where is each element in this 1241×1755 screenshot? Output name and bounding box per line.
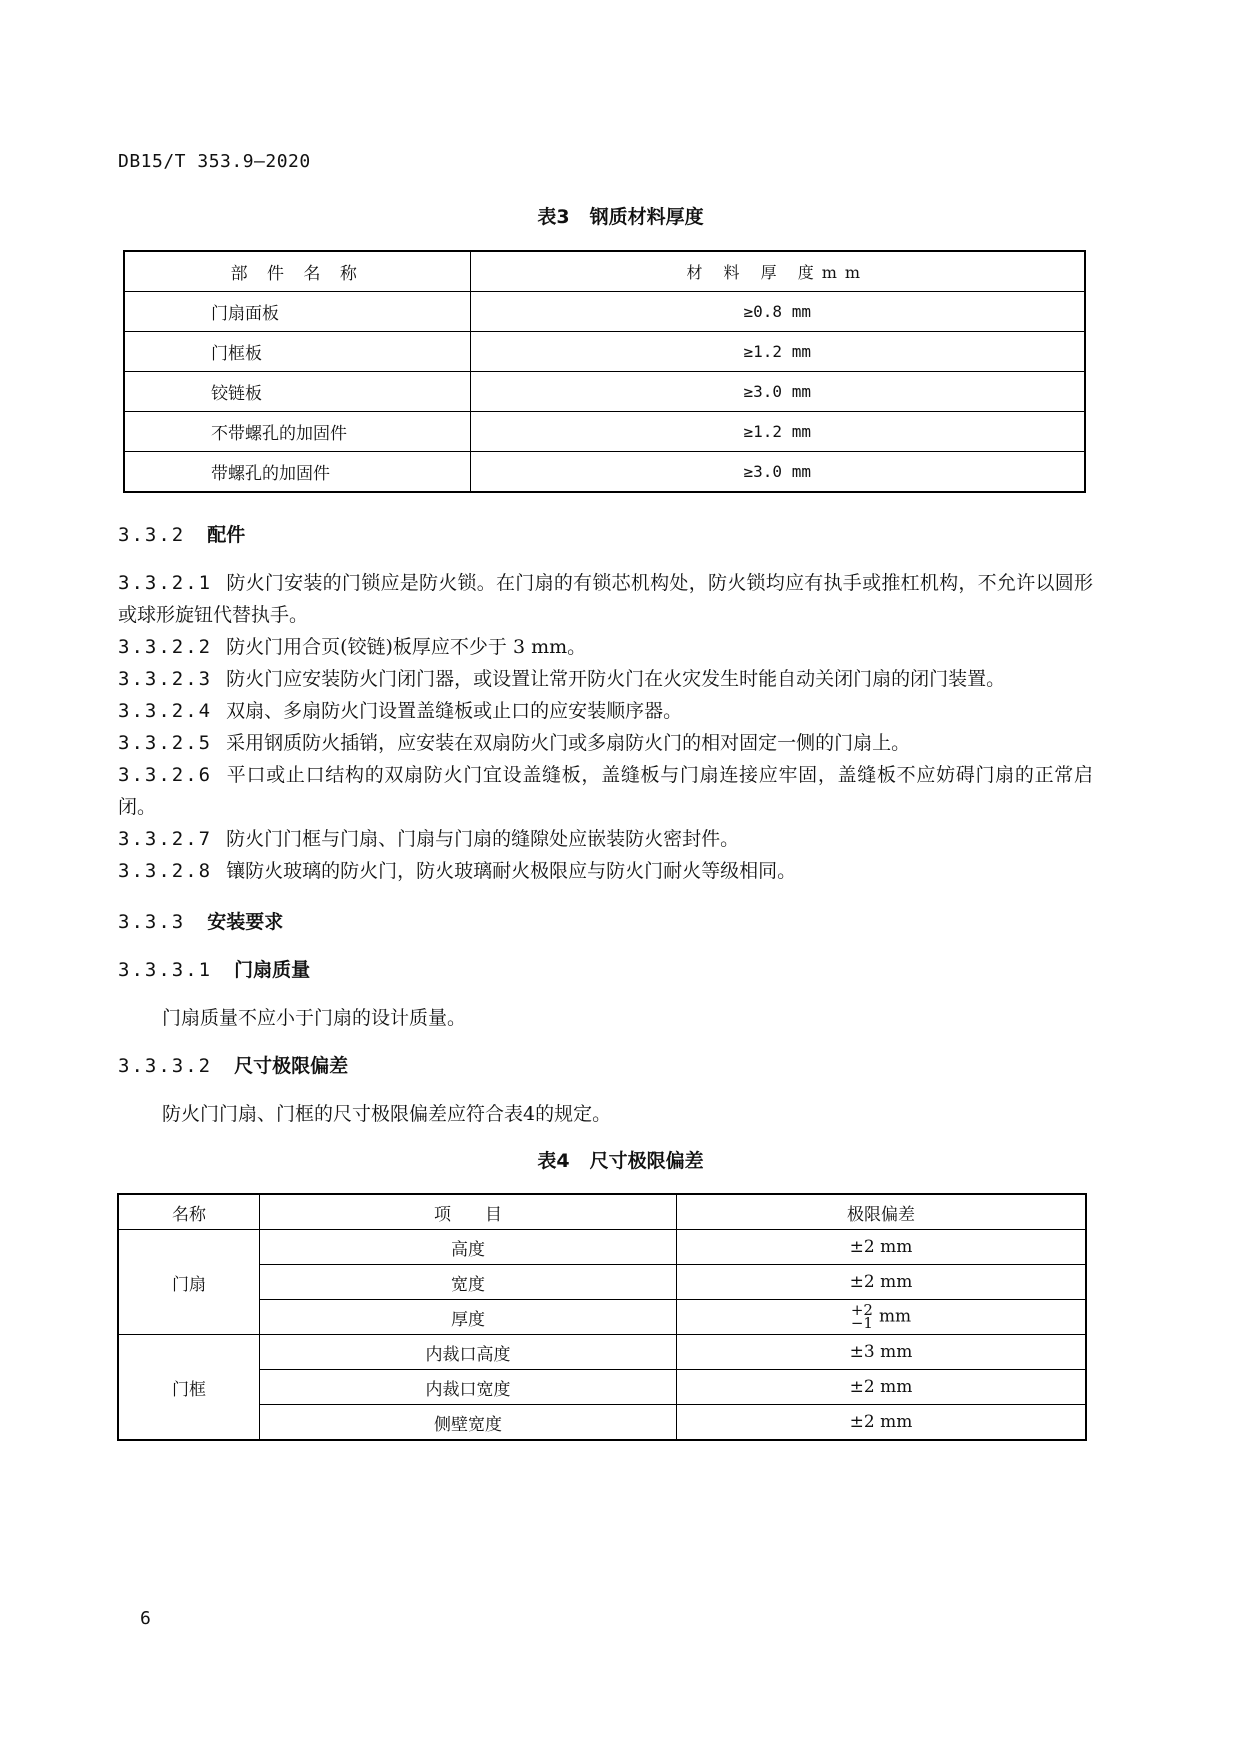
table-row xyxy=(124,412,1085,452)
item-text: 采用钢质防火插销，应安装在双扇防火门或多扇防火门的相对固定一侧的门扇上。 xyxy=(226,732,911,754)
item-number: 3.3.2.8 xyxy=(118,860,213,882)
deviation-value: ±2 mm xyxy=(677,1405,1087,1441)
table-row xyxy=(118,1230,1086,1265)
section-3-3-3-1-heading xyxy=(118,955,310,982)
item-text: 镶防火玻璃的防火门，防火玻璃耐火极限应与防火门耐火等级相同。 xyxy=(226,860,797,882)
item-3-3-2-6 xyxy=(118,759,1093,823)
thickness-value: ≥0.8 mm xyxy=(470,292,1085,332)
section-title: 门扇质量 xyxy=(234,959,311,981)
item-text: 防火门用合页(铰链)板厚应不少于 3 mm。 xyxy=(226,636,587,658)
table-header-row xyxy=(118,1194,1086,1230)
thickness-value: ≥1.2 mm xyxy=(470,412,1085,452)
deviation-value: ±2 mm xyxy=(677,1370,1087,1405)
item-name: 宽度 xyxy=(260,1265,677,1300)
part-name: 门框板 xyxy=(124,332,470,372)
part-name: 带螺孔的加固件 xyxy=(124,452,470,493)
item-number: 3.3.2.2 xyxy=(118,636,213,658)
item-3-3-2-8 xyxy=(118,855,1093,887)
deviation-unit: mm xyxy=(878,1306,912,1327)
item-number: 3.3.2.1 xyxy=(118,572,213,594)
table3-caption xyxy=(0,202,1241,229)
item-number: 3.3.2.3 xyxy=(118,668,213,690)
item-text: 防火门安装的门锁应是防火锁。在门扇的有锁芯机构处，防火锁均应有执手或推杠机构，不允许以圆形或球形旋钮代替执手。 xyxy=(118,572,1093,626)
section-3-3-3-2-text: 防火门门扇、门框的尺寸极限偏差应符合表4的规定。 xyxy=(162,1103,612,1125)
item-3-3-2-4 xyxy=(118,695,1093,727)
col-name: 名称 xyxy=(118,1194,260,1230)
deviation-value: ±2 mm xyxy=(677,1230,1087,1265)
deviation-value: ±3 mm xyxy=(677,1335,1087,1370)
section-number: 3.3.3.2 xyxy=(118,1055,213,1077)
lower-deviation: −1 xyxy=(850,1314,873,1332)
table3-steel-thickness xyxy=(123,250,1086,493)
upper-deviation: +2 xyxy=(850,1301,873,1319)
item-3-3-2-2 xyxy=(118,631,1093,663)
section-number: 3.3.3.1 xyxy=(118,959,213,981)
col-thickness: 材 料 厚 度mm xyxy=(470,251,1085,292)
table-row xyxy=(124,452,1085,493)
section-title: 安装要求 xyxy=(207,911,284,933)
part-name: 铰链板 xyxy=(124,372,470,412)
group-name: 门框 xyxy=(118,1335,260,1441)
item-text: 防火门门框与门扇、门扇与门扇的缝隙处应嵌装防火密封件。 xyxy=(226,828,740,850)
table-row xyxy=(124,372,1085,412)
table-row xyxy=(118,1335,1086,1370)
item-3-3-2-7 xyxy=(118,823,1093,855)
table-row xyxy=(118,1405,1086,1441)
item-name: 内裁口宽度 xyxy=(260,1370,677,1405)
deviation-value: ±2 mm xyxy=(677,1265,1087,1300)
item-3-3-2-1 xyxy=(118,567,1093,631)
table-row xyxy=(118,1300,1086,1335)
section-3-3-3-1-text: 门扇质量不应小于门扇的设计质量。 xyxy=(162,1007,467,1029)
item-number: 3.3.2.4 xyxy=(118,700,213,722)
col-item: 项 目 xyxy=(260,1194,677,1230)
part-name: 门扇面板 xyxy=(124,292,470,332)
table3-caption-number: 表3 xyxy=(537,206,570,228)
item-number: 3.3.2.7 xyxy=(118,828,213,850)
table-row xyxy=(124,292,1085,332)
page-number: 6 xyxy=(140,1608,151,1629)
col-deviation: 极限偏差 xyxy=(677,1194,1087,1230)
table-row xyxy=(124,332,1085,372)
item-text: 防火门应安装防火门闭门器，或设置让常开防火门在火灾发生时能自动关闭门扇的闭门装置。 xyxy=(226,668,1006,690)
group-name: 门扇 xyxy=(118,1230,260,1335)
table4-dimension-tolerance xyxy=(117,1193,1087,1441)
deviation-fraction xyxy=(850,1301,873,1332)
deviation-value xyxy=(677,1300,1087,1335)
section-title: 配件 xyxy=(207,524,246,546)
table4-caption-title: 尺寸极限偏差 xyxy=(589,1150,704,1172)
item-number: 3.3.2.6 xyxy=(118,764,213,786)
section-3-3-3-heading xyxy=(118,907,283,934)
part-name: 不带螺孔的加固件 xyxy=(124,412,470,452)
item-name: 高度 xyxy=(260,1230,677,1265)
section-3-3-3-2-heading xyxy=(118,1051,348,1078)
table4-caption-number: 表4 xyxy=(537,1150,570,1172)
item-3-3-2-5 xyxy=(118,727,1093,759)
section-number: 3.3.3 xyxy=(118,911,186,933)
thickness-value: ≥3.0 mm xyxy=(470,452,1085,493)
table4-caption xyxy=(0,1146,1241,1173)
item-number: 3.3.2.5 xyxy=(118,732,213,754)
section-title: 尺寸极限偏差 xyxy=(234,1055,349,1077)
item-name: 侧壁宽度 xyxy=(260,1405,677,1441)
item-name: 厚度 xyxy=(260,1300,677,1335)
table-header-row xyxy=(124,251,1085,292)
col-part-name: 部 件 名 称 xyxy=(124,251,470,292)
section-number: 3.3.2 xyxy=(118,524,186,546)
item-text: 双扇、多扇防火门设置盖缝板或止口的应安装顺序器。 xyxy=(226,700,683,722)
table-row xyxy=(118,1265,1086,1300)
section-3-3-2-heading xyxy=(118,520,245,547)
table3-caption-title: 钢质材料厚度 xyxy=(589,206,704,228)
item-name: 内裁口高度 xyxy=(260,1335,677,1370)
document-code: DB15/T 353.9—2020 xyxy=(118,151,311,172)
thickness-value: ≥1.2 mm xyxy=(470,332,1085,372)
item-3-3-2-3 xyxy=(118,663,1093,695)
item-text: 平口或止口结构的双扇防火门宜设盖缝板，盖缝板与门扇连接应牢固，盖缝板不应妨碍门扇的正常启闭。 xyxy=(118,764,1093,818)
table-row xyxy=(118,1370,1086,1405)
thickness-value: ≥3.0 mm xyxy=(470,372,1085,412)
